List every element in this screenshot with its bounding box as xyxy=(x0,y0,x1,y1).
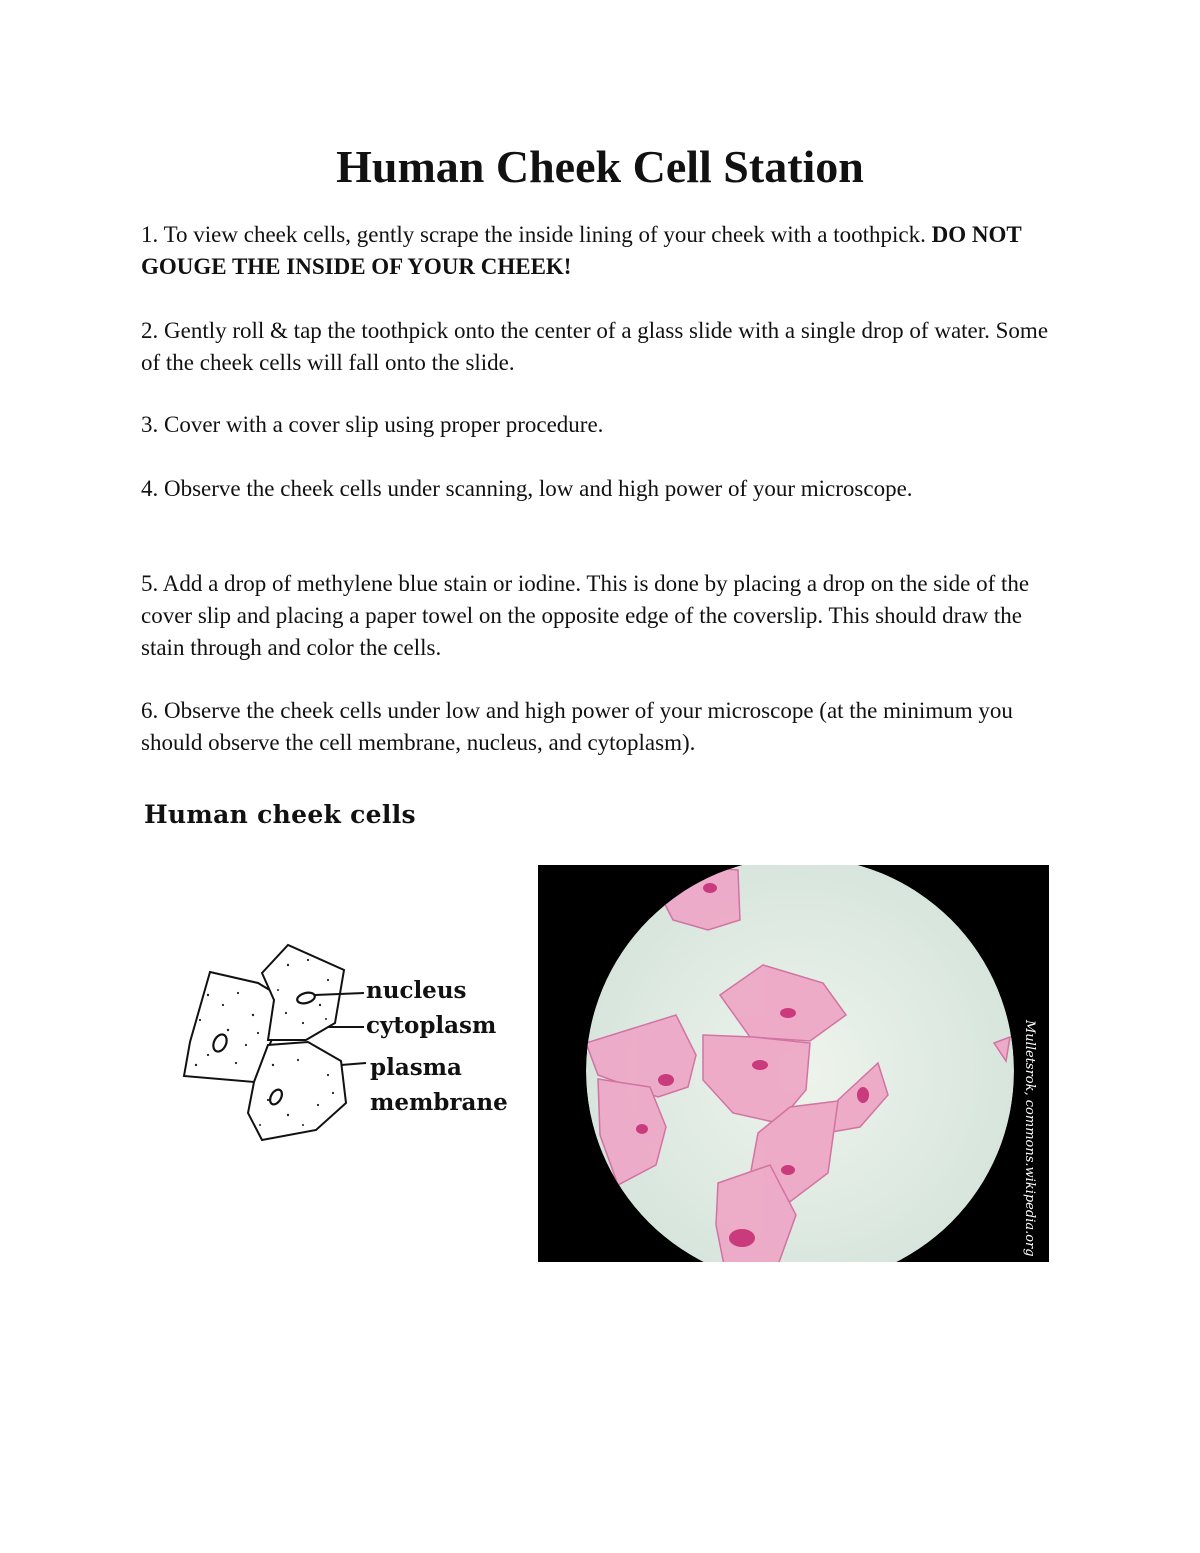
step-6: 6. Observe the cheek cells under low and high power of your microscope (at the minimum you should observe the cell membrane, nucleus, and cytoplasm). xyxy=(141,698,1013,755)
diagram-cell-bottom xyxy=(248,1042,346,1140)
section-heading: Human cheek cells xyxy=(144,800,416,829)
nucleus-spot-8 xyxy=(729,1229,755,1247)
nucleus-spot-5 xyxy=(636,1124,648,1134)
nucleus-spot-6 xyxy=(857,1087,869,1103)
nucleus-spot-7 xyxy=(781,1165,795,1175)
photo-credit: Mulletsrok, commons.wikipedia.org xyxy=(1022,1020,1037,1257)
nucleus-spot-2 xyxy=(780,1008,796,1018)
step-2: 2. Gently roll & tap the toothpick onto the center of a glass slide with a single drop of water. Some of the cheek cells will fall onto the slide. xyxy=(141,318,1049,375)
cheek-cell-diagram xyxy=(178,935,518,1150)
step-1-warning: DO NOT GOUGE THE INSIDE OF YOUR CHEEK! xyxy=(141,222,1022,279)
step-3: 3. Cover with a cover slip using proper procedure. xyxy=(141,412,604,437)
label-cytoplasm: cytoplasm xyxy=(366,1012,497,1039)
step-4: 4. Observe the cheek cells under scanning, low and high power of your microscope. xyxy=(141,476,913,501)
micrograph-photo xyxy=(538,865,1049,1262)
diagram-cell-top xyxy=(262,945,344,1040)
nucleus-spot-3 xyxy=(752,1060,768,1070)
nucleus-spot-1 xyxy=(703,883,717,893)
step-5: 5. Add a drop of methylene blue stain or iodine. This is done by placing a drop on the side of the cover slip and placing a paper towel on the opposite edge of the coverslip. This should draw the stain through and color the cells. xyxy=(141,571,1030,660)
label-nucleus: nucleus xyxy=(366,977,467,1004)
step-1-text: 1. To view cheek cells, gently scrape the inside lining of your cheek with a toothpick. xyxy=(141,222,926,247)
step-1 xyxy=(141,219,1061,283)
page-title: Human Cheek Cell Station xyxy=(336,141,864,192)
label-membrane: membrane xyxy=(370,1089,508,1116)
label-plasma: plasma xyxy=(370,1054,462,1081)
nucleus-spot-4 xyxy=(658,1074,674,1086)
